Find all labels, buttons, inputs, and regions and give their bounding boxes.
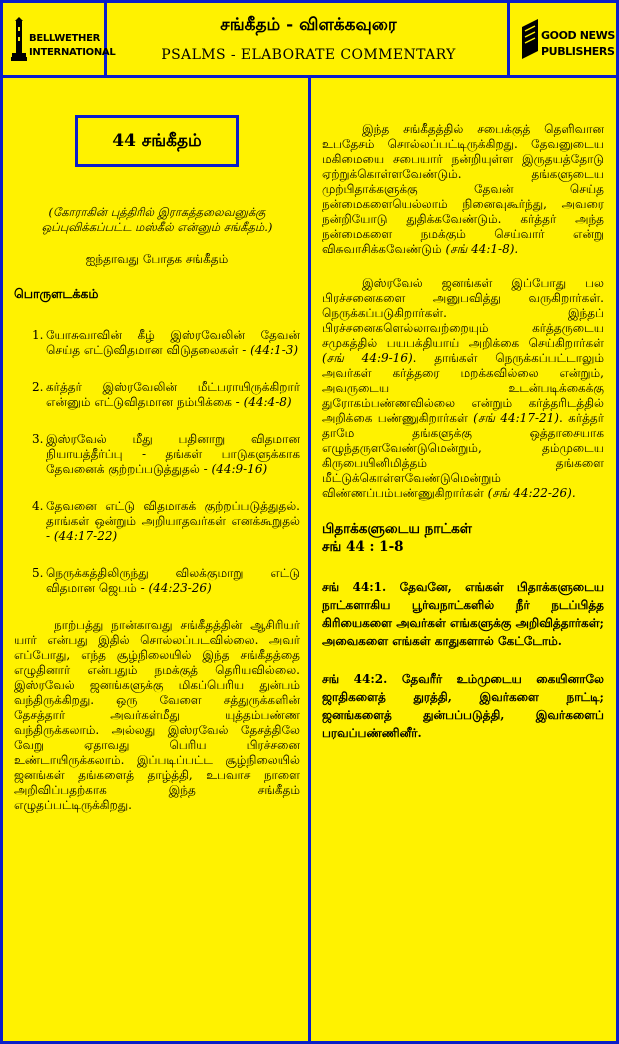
- logo-right-line2: PUBLISHERS: [541, 45, 615, 58]
- left-column: [14, 92, 300, 813]
- header-title-english: PSALMS - ELABORATE COMMENTARY: [161, 47, 456, 63]
- header-title-cell: [107, 3, 510, 75]
- book-designation: ஐந்தாவது போதக சங்கீதம்: [85, 252, 229, 266]
- page-header: [0, 0, 619, 78]
- contents-item: 3. இஸ்ரவேல் மீது பதினாறு விதமான நியாயத்தீர்ப்பு - தங்கள் பாடுகளுக்காக தேவனைக் குற்றப்படுத்துதல் - (44:9-16): [32, 432, 300, 476]
- psalm-superscription: (கோராகின் புத்திரில் இராகத்தலைவனுக்கு ஒப்புவிக்கப்பட்ட மஸ்கீல் என்னும் சங்கீதம்.): [41, 205, 273, 234]
- contents-item: 1. யோசுவாவின் கீழ் இஸ்ரவேலின் தேவன் செய்த எட்டுவிதமான விடுதலைகள் - (44:1-3): [32, 328, 300, 357]
- section-title-line1: பிதாக்களுடைய நாட்கள்: [322, 521, 472, 537]
- psalm-number-box: 44 சங்கீதம்: [75, 115, 239, 167]
- logo-left-line2: INTERNATIONAL: [29, 47, 116, 58]
- logo-right-line1: GOOD NEWS: [541, 29, 615, 42]
- section-title-line2: சங் 44 : 1-8: [322, 539, 404, 555]
- publisher-logo-right: [510, 3, 616, 75]
- contents-item: 2. கர்த்தர் இஸ்ரவேலின் மீட்பராயிருக்கிறார் என்னும் எட்டுவிதமான நம்பிக்கை - (44:4-8): [32, 380, 300, 409]
- contents-item: 4. தேவனை எட்டு விதமாகக் குற்றப்படுத்துதல். தாங்கள் ஒன்றும் அறியாதவர்கள் எனக்கூறுதல் - (44:17-22): [32, 499, 300, 543]
- contents-heading: பொருளடக்கம்: [14, 286, 99, 301]
- commentary-paragraph-1: இந்த சங்கீதத்தில் சபைக்குத் தெளிவான உபதேசம் சொல்லப்பட்டிருக்கிறது. தேவனுடைய மகிமையை சபையார் நன்றியுள்ள இருதயத்தோடு ஏற்றுக்கொள்ளவேண்டும். தங்களுடைய முற்பிதாக்களுக்கு தேவன் செய்த நன்மைகளையெல்லாம் நினைவுகூர்ந்து, அவரை நன்றியோடு துதிக்கவேண்டும். கர்த்தர் அந்த நன்மைகளை நமக்கும் செய்வார் என்று விசுவாசிக்கவேண்டும் (சங் 44:1-8).: [322, 122, 604, 256]
- book-icon: [520, 17, 540, 61]
- commentary-paragraph-2: இஸ்ரவேல் ஜனங்கள் இப்போது பல பிரச்சனைகளை அனுபவித்து வருகிறார்கள். நெருக்கப்படுகிறார்கள். இந்தப் பிரச்சனைகளெல்லாவற்றையும் கர்த்தருடைய சமுகத்தில் பயபக்தியாய் அறிக்கை செய்கிறார்கள் (சங் 44:9-16). தாங்கள் நெருக்கப்பட்டாலும் அவர்கள் கர்த்தரை மறக்கவில்லை என்றும், அவருடைய உடன்படிக்கைக்கு துரோகம்பண்ணவில்லை என்றும் கர்த்தரிடத்தில் அறிக்கை பண்ணுகிறார்கள் (சங் 44:17-21). கர்த்தர் தாமே தங்களுக்கு ஒத்தாசையாக எழுந்தருளவேண்டுமென்றும், தம்முடைய கிருபையினிமித்தம் தங்களை மீட்டுக்கொள்ளவேண்டுமென்றும் விண்ணப்பம்பண்ணுகிறார்கள் (சங் 44:22-26).: [322, 276, 604, 500]
- intro-paragraph: நாற்பத்து நான்காவது சங்கீதத்தின் ஆசிரியர் யார் என்பது இதில் சொல்லப்படவில்லை. அவர் எப்போது, எந்த சூழ்நிலையில் இந்த சங்கீதத்தை எழுதினார் என்பதும் நமக்குத் தெரியவில்லை. இஸ்ரவேல் ஜனங்களுக்கு மிகப்பெரிய துன்பம் வந்திருக்கிறது. ஒரு வேளை சத்துருக்களின் தேசத்தார் அவர்கள்மீது யுத்தம்பண்ண வந்திருக்கலாம். அல்லது இஸ்ரவேல் தேசத்திலே வேறு ஏதாவது பெரிய பிரச்சனை உண்டாயிருக்கலாம். இப்படிப்பட்ட சூழ்நிலையில் ஜனங்கள் தங்களைத் தாழ்த்தி, உபவாச நாளை அறிவிப்பதற்காக இந்த சங்கீதம் எழுதப்பட்டிருக்கிறது.: [14, 618, 300, 812]
- section-title: [322, 520, 604, 556]
- contents-item: 5. நெருக்கத்திலிருந்து விலக்குமாறு எட்டு விதமான ஜெபம் - (44:23-26): [32, 566, 300, 595]
- verse-text: சங் 44:2. தேவரீர் உம்முடைய கையினாலே ஜாதிகளைத் துரத்தி, இவர்களை நாட்டி; ஜனங்களைத் துன்பப்படுத்தி, இவர்களைப் பரவப்பண்ணினீர்.: [322, 672, 604, 740]
- column-divider: [308, 78, 311, 1044]
- logo-left-line1: BELLWETHER: [29, 33, 101, 44]
- publisher-logo-left: [3, 3, 116, 75]
- header-title-tamil: சங்கீதம் - விளக்கவுரை: [220, 15, 397, 35]
- right-column: [322, 122, 604, 742]
- contents-list: [14, 328, 300, 596]
- tower-icon: [11, 17, 27, 61]
- verse-text: சங் 44:1. தேவனே, எங்கள் பிதாக்களுடைய நாட்களாகிய பூர்வநாட்களில் நீர் நடப்பித்த கிரியைகளை அவர்கள் எங்களுக்கு அறிவித்தார்கள்; அவைகளை எங்கள் காதுகளால் கேட்டோம்.: [322, 580, 604, 648]
